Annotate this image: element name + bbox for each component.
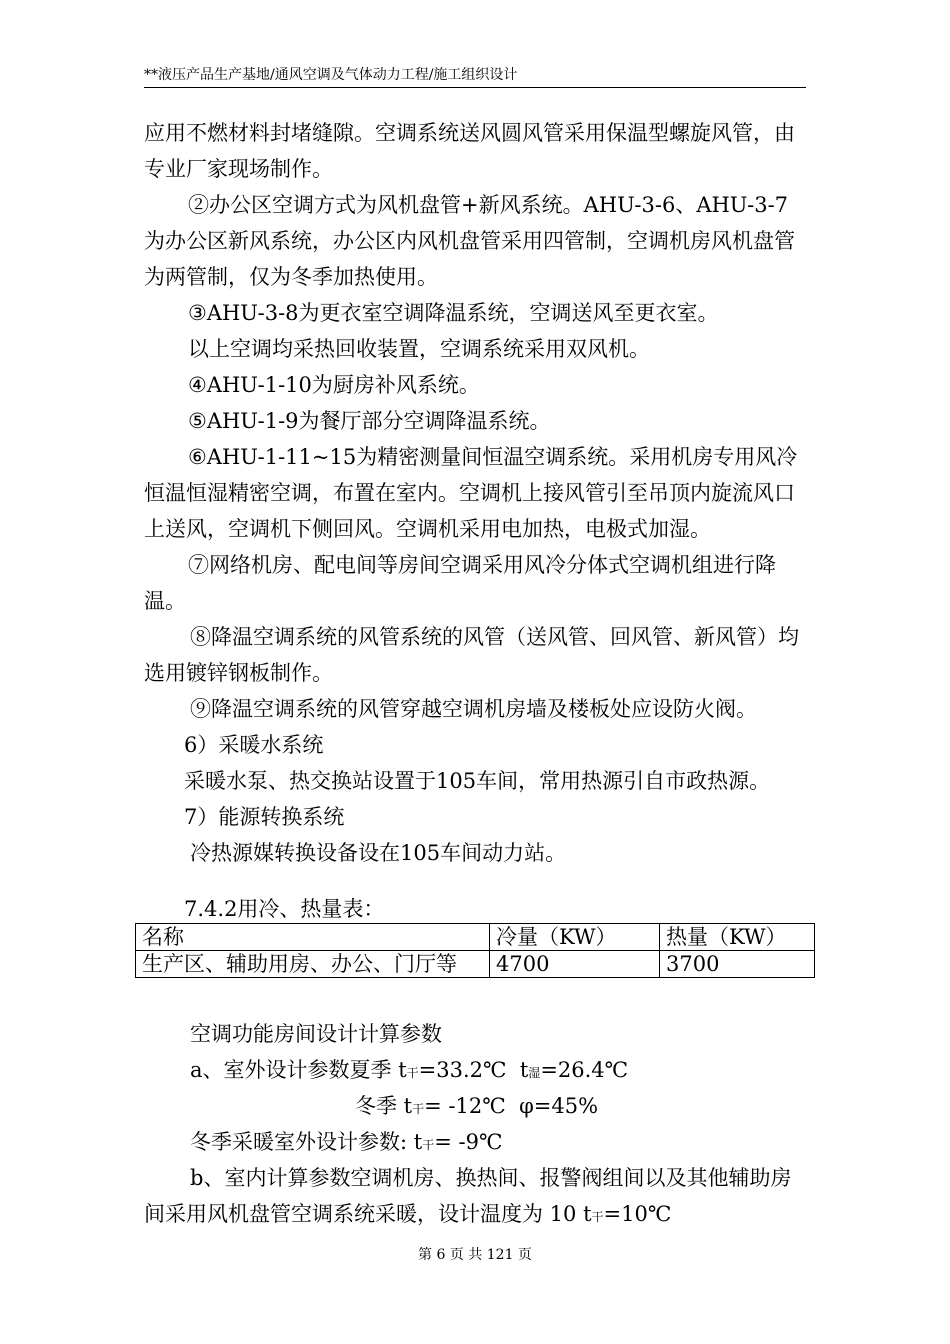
table-cell: 3700 <box>660 951 815 978</box>
paragraph-energy-conversion: 冷热源媒转换设备设在105车间动力站。 <box>190 841 567 865</box>
page-footer: 第 6 页 共 121 页 <box>418 1247 532 1263</box>
paragraph-office-ac: ②办公区空调方式为风机盘管+新风系统。AHU-3-6、AHU-3-7为办公区新风系统，办公区内风机盘管采用四管制，空调机房风机盘管为两管制，仅为冬季加热使用。 <box>144 193 795 289</box>
params-outdoor-summer <box>144 1052 808 1091</box>
table-header-cell: 热量（KW） <box>660 924 815 951</box>
table-caption: 7.4.2用冷、热量表： <box>184 897 385 921</box>
table-header-cell: 冷量（KW） <box>490 924 660 951</box>
table-cell: 生产区、辅助用房、办公、门厅等 <box>136 951 490 978</box>
paragraph-duct-material: ⑧降温空调系统的风管系统的风管（送风管、回风管、新风管）均选用镀锌钢板制作。 <box>144 625 799 685</box>
params-subscript: 干 <box>406 1066 419 1080</box>
params-indoor <box>144 1160 808 1235</box>
paragraph-fire-damper: ⑨降温空调系统的风管穿越空调机房墙及楼板处应设防火阀。 <box>190 697 757 721</box>
paragraph-ahu-1-11-15: ⑥AHU-1-11~15为精密测量间恒温空调系统。采用机房专用风冷恒温恒湿精密空调，布置在室内。空调机上接风管引至吊顶内旋流风口上送风，空调机下侧回风。空调机采用电加热，电极式加湿。 <box>144 445 798 541</box>
paragraph-fireproof-duct: 应用不燃材料封堵缝隙。空调系统送风圆风管采用保温型螺旋风管，由专业厂家现场制作。 <box>144 121 795 181</box>
params-subscript: 干 <box>591 1210 604 1224</box>
params-subscript: 干 <box>422 1138 435 1152</box>
params-subscript: 干 <box>412 1102 425 1116</box>
params-subscript: 湿 <box>528 1066 541 1080</box>
params-text: a、室外设计参数夏季 t <box>190 1058 407 1082</box>
paragraph-heating-water: 采暖水泵、热交换站设置于105车间，常用热源引自市政热源。 <box>184 769 771 793</box>
paragraph-network-room: ⑦网络机房、配电间等房间空调采用风冷分体式空调机组进行降温。 <box>144 553 776 613</box>
heat-load-table <box>135 923 815 978</box>
params-text: =10℃ <box>603 1202 672 1226</box>
table-row <box>136 951 815 978</box>
params-winter-heating <box>144 1124 808 1163</box>
header-divider <box>144 87 806 88</box>
params-text: b、室内计算参数空调机房、换热间、报警阀组间以及其他辅助房间采用风机盘管空调系统采暖，设计温度为 10 t <box>144 1166 792 1226</box>
paragraph-ahu-1-9: ⑤AHU-1-9为餐厅部分空调降温系统。 <box>188 409 551 433</box>
params-text: = -12℃ φ=45% <box>424 1094 599 1118</box>
params-text: =26.4℃ <box>540 1058 629 1082</box>
params-text: 冬季采暖室外设计参数: t <box>190 1130 423 1154</box>
paragraph-ahu-3-8: ③AHU-3-8为更衣室空调降温系统，空调送风至更衣室。 <box>188 301 719 325</box>
table-header-row <box>136 924 815 951</box>
heading-heating-water: 6）采暖水系统 <box>184 733 324 757</box>
params-text: =33.2℃ t <box>418 1058 529 1082</box>
params-outdoor-winter <box>144 1088 808 1127</box>
params-text: = -9℃ <box>434 1130 503 1154</box>
table-header-cell: 名称 <box>136 924 490 951</box>
paragraph-heat-recovery: 以上空调均采热回收装置，空调系统采用双风机。 <box>188 337 650 361</box>
params-text: 冬季 t <box>355 1094 413 1118</box>
table-cell: 4700 <box>490 951 660 978</box>
heading-energy-conversion: 7）能源转换系统 <box>184 805 345 829</box>
params-title: 空调功能房间设计计算参数 <box>190 1022 442 1046</box>
paragraph-ahu-1-10: ④AHU-1-10为厨房补风系统。 <box>188 373 480 397</box>
page-header: **液压产品生产基地/通风空调及气体动力工程/施工组织设计 <box>144 67 518 83</box>
